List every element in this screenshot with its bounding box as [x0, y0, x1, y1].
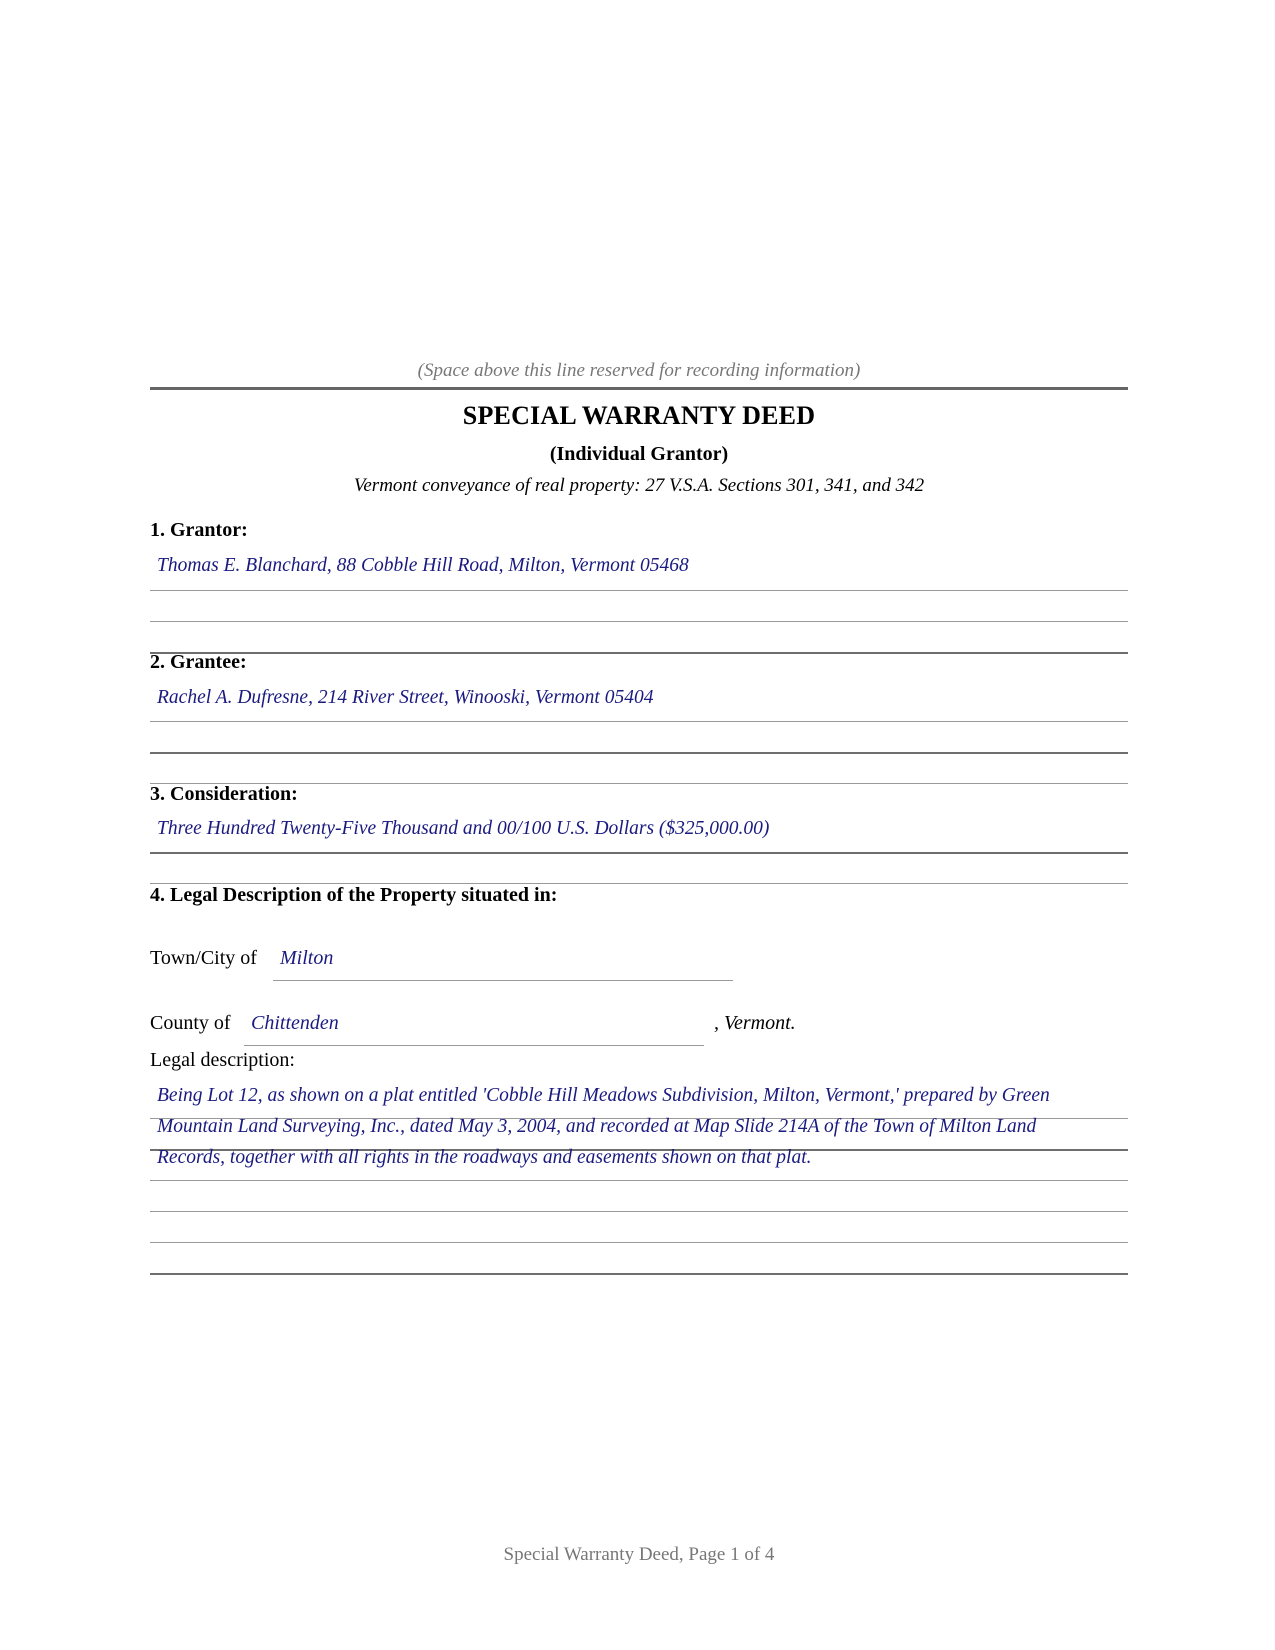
- legal-description-label: Legal description:: [150, 1049, 295, 1071]
- grantor-line-1: [150, 590, 1128, 591]
- legal-description-line-1[interactable]: Being Lot 12, as shown on a plat entitled 'Cobble Hill Meadows Subdivision, Milton, Vermont,' prepared by Green: [157, 1085, 1050, 1106]
- state-suffix: , Vermont.: [714, 1012, 796, 1034]
- county-underline: [244, 1045, 704, 1046]
- legal-description-heading: 4. Legal Description of the Property situated in:: [150, 884, 558, 906]
- recording-space-note: (Space above this line reserved for recording information): [417, 360, 861, 381]
- deed-page: [150, 0, 1128, 1650]
- county-field[interactable]: Chittenden: [251, 1012, 339, 1034]
- county-label: County of: [150, 1012, 231, 1034]
- consideration-line-1: [150, 852, 1128, 854]
- document-subtitle: (Individual Grantor): [549, 443, 729, 465]
- town-label: Town/City of: [150, 947, 257, 969]
- town-underline: [273, 980, 733, 981]
- description-rule-5: [150, 1242, 1128, 1243]
- description-rule-6: [150, 1273, 1128, 1275]
- grantee-heading: 2. Grantee:: [150, 651, 247, 673]
- grantor-heading: 1. Grantor:: [150, 519, 248, 541]
- recording-divider: [150, 387, 1128, 390]
- grantee-field[interactable]: Rachel A. Dufresne, 214 River Street, Winooski, Vermont 05404: [157, 687, 654, 708]
- document-title: SPECIAL WARRANTY DEED: [462, 401, 816, 430]
- description-rule-4: [150, 1211, 1128, 1212]
- statute-reference: Vermont conveyance of real property: 27 V.S.A. Sections 301, 341, and 342: [353, 475, 925, 496]
- grantor-line-2: [150, 621, 1128, 622]
- page-footer: Special Warranty Deed, Page 1 of 4: [503, 1544, 775, 1565]
- consideration-field[interactable]: Three Hundred Twenty-Five Thousand and 00/100 U.S. Dollars ($325,000.00): [157, 818, 770, 839]
- consideration-heading: 3. Consideration:: [150, 783, 298, 805]
- legal-description-line-3[interactable]: Records, together with all rights in the roadways and easements shown on that plat.: [157, 1147, 812, 1168]
- legal-description-line-2[interactable]: Mountain Land Surveying, Inc., dated May 3, 2004, and recorded at Map Slide 214A of the Town of Milton Land: [157, 1116, 1037, 1137]
- grantor-line-3: [150, 652, 1128, 654]
- grantee-line-2: [150, 752, 1128, 754]
- grantee-line-1: [150, 721, 1128, 722]
- town-field[interactable]: Milton: [280, 947, 334, 969]
- grantor-field[interactable]: Thomas E. Blanchard, 88 Cobble Hill Road, Milton, Vermont 05468: [157, 555, 689, 576]
- description-rule-3: [150, 1180, 1128, 1181]
